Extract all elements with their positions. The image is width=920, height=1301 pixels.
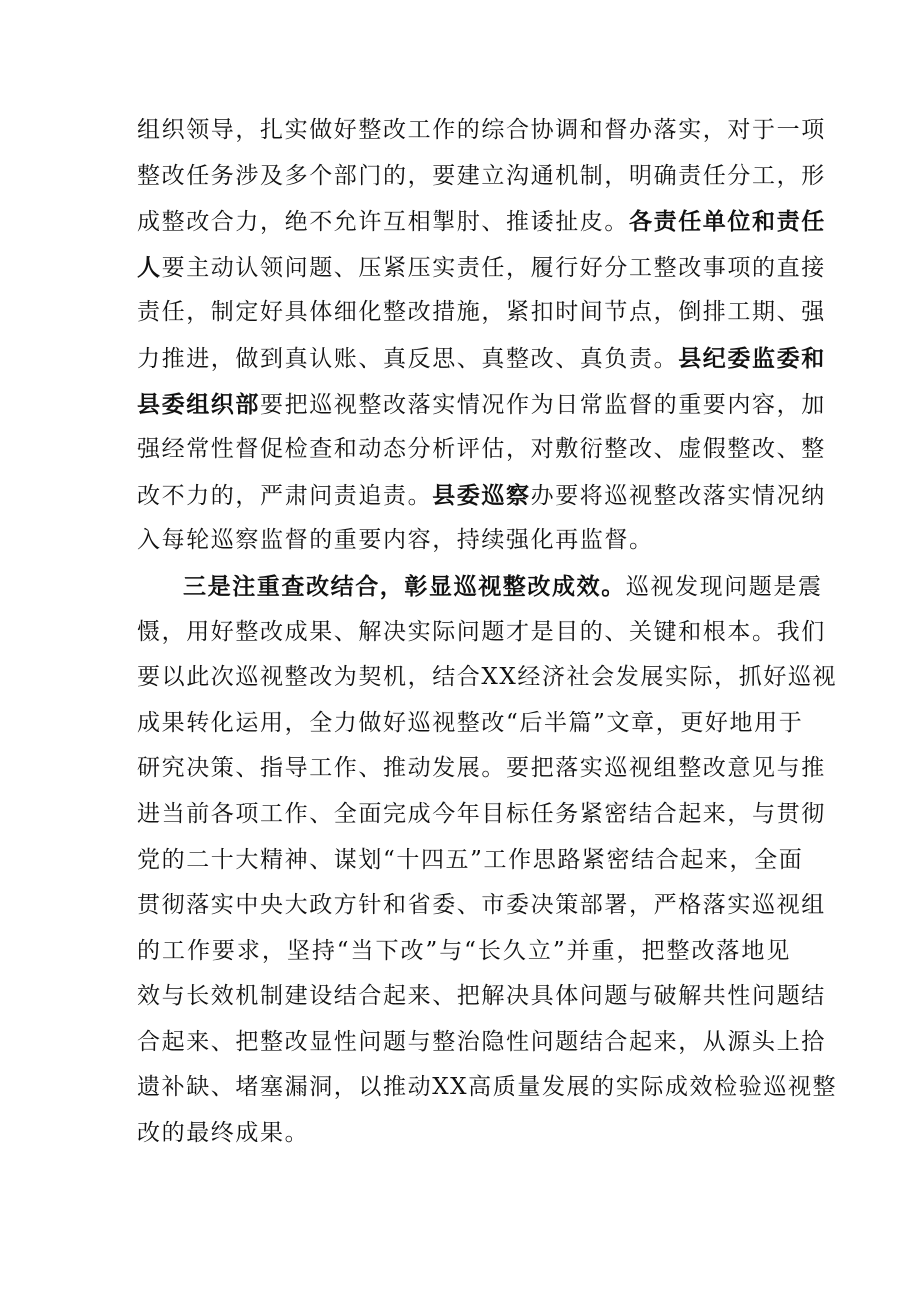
text-line: 研究决策、指导工作、推动发展。要把落实巡视组整改意见与推 [137,755,826,782]
text-line: 整改任务涉及多个部门的，要建立沟通机制，明确责任分工，形 [137,162,826,189]
text-line: 改的最终成果。 [137,1120,310,1147]
text-line: 遗补缺、堵塞漏洞，以推动XX高质量发展的实际成效检验巡视整 [137,1074,838,1101]
text-line: 人要主动认领问题、压紧压实责任，履行好分工整改事项的直接 [137,253,826,281]
text-line: 贯彻落实中央大政方针和省委、市委决策部署，严格落实巡视组 [137,892,826,919]
text-line: 县委组织部要把巡视整改落实情况作为日常监督的重要内容，加 [137,390,826,418]
document-body [137,108,838,1157]
section-heading: 三是注重查改结合，彰显巡视整改成效。 [183,572,626,600]
text-line: 党的二十大精神、谋划“十四五”工作思路紧密结合起来，全面 [137,846,804,873]
text-line: 要以此次巡视整改为契机，结合XX经济社会发展实际，抓好巡视 [137,664,838,691]
text-line: 效与长效机制建设结合起来、把解决具体问题与破解共性问题结 [137,983,826,1010]
text-line: 责任，制定好具体细化整改措施，紧扣时间节点，倒排工期、强 [137,299,826,326]
text-line: 改不力的，严肃问责追责。县委巡察办要将巡视整改落实情况纳 [137,481,826,509]
bold-emphasis: 县委巡察 [432,481,531,509]
paragraph-supervision-responsibility [137,108,826,564]
text-line: 成果转化运用，全力做好巡视整改“后半篇”文章，更好地用于 [137,709,804,736]
text-line: 力推进，做到真认账、真反思、真整改、真负责。县纪委监委和 [137,344,826,372]
bold-emphasis: 人 [137,253,162,281]
text-line: 慑，用好整改成果、解决实际问题才是目的、关键和根本。我们 [137,618,826,645]
text-line: 进当前各项工作、全面完成今年目标任务紧密结合起来，与贯彻 [137,800,826,827]
text-line: 的工作要求，坚持“当下改”与“长久立”并重，把整改落地见 [137,937,791,964]
text-line: 强经常性督促检查和动态分析评估，对敷衍整改、虚假整改、整 [137,436,826,463]
paragraph-rectification-results [137,564,838,1157]
text-line: 三是注重查改结合，彰显巡视整改成效。巡视发现问题是震 [183,572,823,600]
text-line: 合起来、把整改显性问题与整治隐性问题结合起来，从源头上拾 [137,1028,826,1055]
text-line: 成整改合力，绝不允许互相掣肘、推诿扯皮。各责任单位和责任 [137,208,826,236]
text-line: 入每轮巡察监督的重要内容，持续强化再监督。 [137,527,654,554]
bold-emphasis: 各责任单位和责任 [629,208,826,236]
text-line: 组织领导，扎实做好整改工作的综合协调和督办落实，对于一项 [137,117,826,143]
bold-emphasis: 县委组织部 [137,390,260,418]
bold-emphasis: 县纪委监委和 [678,344,826,372]
